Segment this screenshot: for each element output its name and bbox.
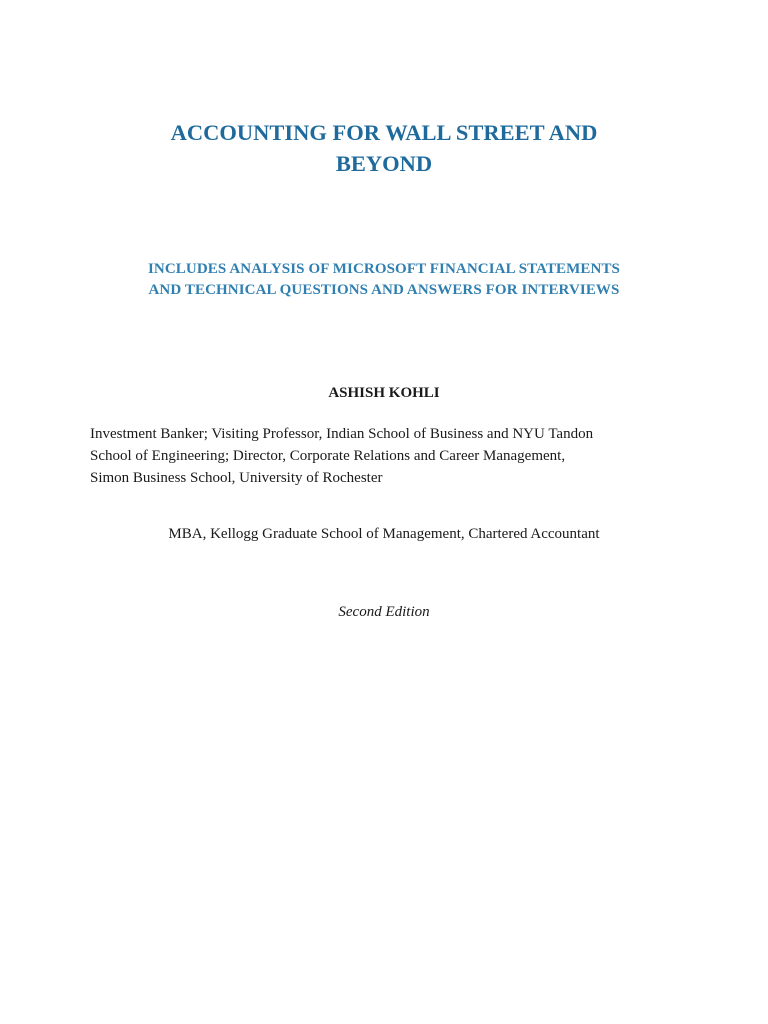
- author-bio-line-2: School of Engineering; Director, Corporate Relations and Career Management,: [90, 448, 566, 464]
- book-subtitle: [60, 259, 708, 301]
- book-title-line-2: BEYOND: [335, 151, 433, 176]
- book-title: [60, 117, 708, 179]
- author-bio-line-1: Investment Banker; Visiting Professor, Indian School of Business and NYU Tandon: [90, 426, 594, 442]
- edition-label: Second Edition: [338, 604, 430, 620]
- book-subtitle-line-1: INCLUDES ANALYSIS OF MICROSOFT FINANCIAL STATEMENTS: [147, 261, 620, 277]
- author-bio: [90, 423, 678, 489]
- author-bio-line-3: Simon Business School, University of Rochester: [90, 470, 383, 486]
- book-title-line-1: ACCOUNTING FOR WALL STREET AND: [170, 120, 598, 145]
- author-credentials: MBA, Kellogg Graduate School of Management, Chartered Accountant: [168, 526, 600, 542]
- author-name: ASHISH KOHLI: [328, 385, 440, 401]
- book-subtitle-line-2: AND TECHNICAL QUESTIONS AND ANSWERS FOR INTERVIEWS: [148, 282, 620, 298]
